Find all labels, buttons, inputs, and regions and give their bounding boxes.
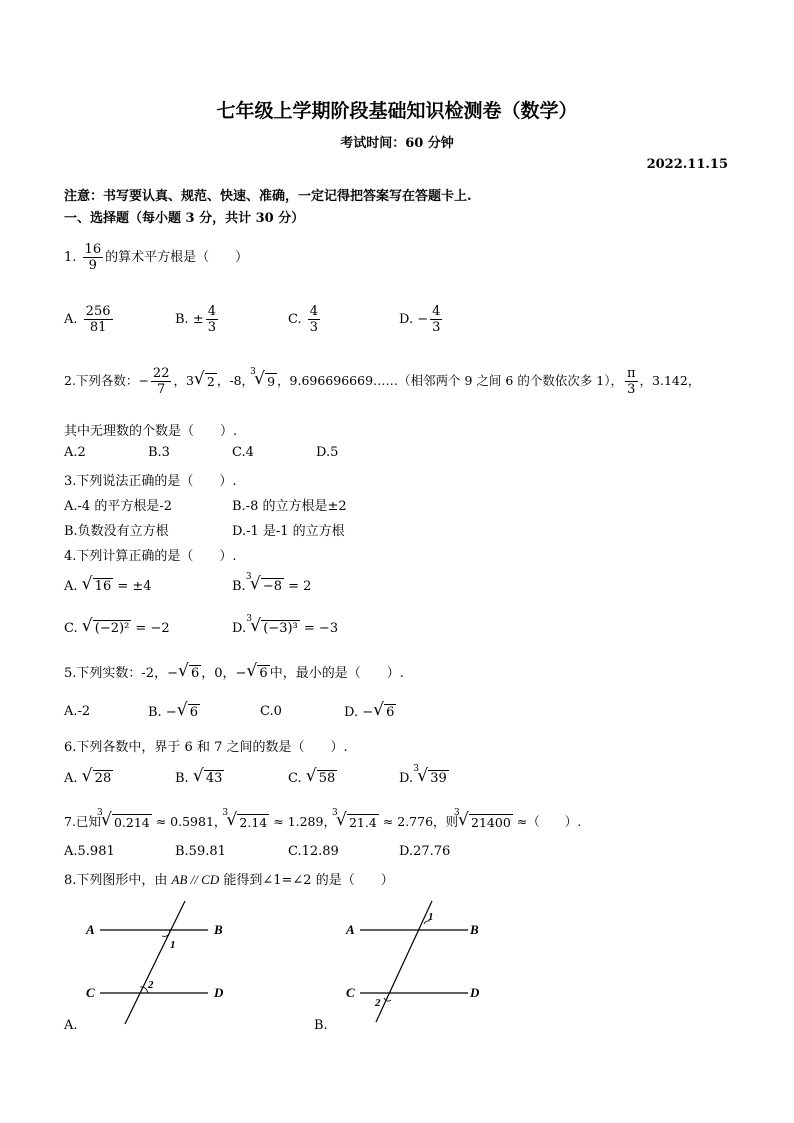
- q2-option-c: C.4: [232, 445, 254, 460]
- q1-number: 1.: [64, 250, 77, 265]
- q2-line2: 其中无理数的个数是（ ）.: [64, 424, 238, 439]
- q8-option-b: B.: [314, 1018, 328, 1033]
- question-1: [64, 242, 248, 273]
- fig-a-label-c: C: [86, 985, 95, 1000]
- notice-text: 注意：书写要认真、规范、快速、准确，一定记得把答案写在答题卡上.: [64, 189, 472, 204]
- q4-option-b: B. 3 √ −8 = 2: [232, 572, 312, 594]
- fig-a-label-d: D: [214, 985, 224, 1000]
- q3-option-c: B.负数没有立方根: [64, 524, 169, 539]
- fig-a-angle-1: 1: [170, 939, 176, 951]
- q7-option-c: C.12.89: [288, 844, 339, 859]
- fig-a-label-b: B: [214, 922, 223, 937]
- q4-option-d: D. 3 √ (−3)³ = −3: [232, 614, 339, 636]
- figure-b: [340, 896, 500, 1028]
- q6-option-b: B. √ 43: [175, 766, 223, 786]
- q2-option-d: D.5: [316, 445, 339, 460]
- question-2: 2.下列各数：− $\frac{22}{7}$ ，3 √ 2 ，-8， 3 √ 9 ，9.696696669……（相邻两个 9 之间 6 的个数依次多 1）， $\frac{\pi}{3}$ ，3.142，: [64, 366, 701, 397]
- q1-option-a: A. $\frac{256}{81}$: [64, 304, 111, 335]
- q6-option-d: D. 3 √ 39: [399, 764, 447, 786]
- q5-option-c: C.0: [260, 704, 282, 719]
- page-title: 七年级上学期阶段基础知识检测卷（数学）: [216, 100, 578, 122]
- fig-b-angle-1: 1: [428, 911, 434, 923]
- q5-option-a: A.-2: [64, 704, 91, 719]
- q3-option-d: D.-1 是-1 的立方根: [232, 524, 345, 539]
- question-7: 7.已知 3 √ 0.214 ≈ 0.5981， 3 √ 2.14 ≈ 1.289， 3 √ 21.4 ≈ 2.776，则 3 √ 21400 ≈（ ）.: [64, 808, 582, 830]
- q1-stem: 的算术平方根是（ ）: [105, 250, 249, 265]
- fig-b-label-d: D: [470, 985, 480, 1000]
- question-3: 3.下列说法正确的是（ ）.: [64, 474, 237, 489]
- question-4: 4.下列计算正确的是（ ）.: [64, 549, 237, 564]
- q7-option-a: A.5.981: [64, 844, 115, 859]
- q7-option-d: D.27.76: [399, 844, 451, 859]
- q4-option-a: A. √ 16 = ±4: [64, 574, 152, 594]
- figure-a: [80, 896, 240, 1028]
- exam-date: 2022.11.15: [646, 157, 728, 172]
- fig-b-label-a: A: [346, 922, 355, 937]
- fig-b-angle-2: 2: [375, 997, 381, 1009]
- q1-option-d: D. − $\frac{4}{3}$: [399, 304, 441, 335]
- q8-option-a: A.: [64, 1018, 78, 1033]
- q2-option-a: A.2: [64, 445, 86, 460]
- q7-option-b: B.59.81: [175, 844, 226, 859]
- q4-option-c: C. √ (−2)² = −2: [64, 616, 170, 636]
- exam-duration: 考试时间：60 分钟: [340, 136, 454, 151]
- q1-fraction: $\frac{16}{9}$: [84, 242, 102, 273]
- q5-option-d: D. − √ 6: [344, 700, 395, 720]
- q5-option-b: B. − √ 6: [148, 700, 199, 720]
- q2-option-b: B.3: [148, 445, 170, 460]
- fig-b-label-b: B: [470, 922, 479, 937]
- fig-b-label-c: C: [346, 985, 355, 1000]
- q6-option-c: C. √ 58: [288, 766, 336, 786]
- fig-a-label-a: A: [86, 922, 95, 937]
- q1-option-c: C. $\frac{4}{3}$: [288, 304, 319, 335]
- q3-option-b: B.-8 的立方根是±2: [232, 499, 347, 514]
- question-5: 5.下列实数：-2，− √ 6 ，0，− √ 6 中，最小的是（ ）.: [64, 661, 404, 681]
- q1-option-b: B. ± $\frac{4}{3}$: [175, 304, 217, 335]
- fig-a-angle-2: 2: [148, 979, 154, 991]
- question-6: 6.下列各数中，界于 6 和 7 之间的数是（ ）.: [64, 740, 348, 755]
- q6-option-a: A. √ 28: [64, 766, 112, 786]
- question-8: 8.下列图形中，由 AB // CD 能得到∠1=∠2 的是（ ）: [64, 872, 394, 888]
- q3-option-a: A.-4 的平方根是-2: [64, 499, 172, 514]
- section-heading: 一、选择题（每小题 3 分，共计 30 分）: [64, 211, 305, 226]
